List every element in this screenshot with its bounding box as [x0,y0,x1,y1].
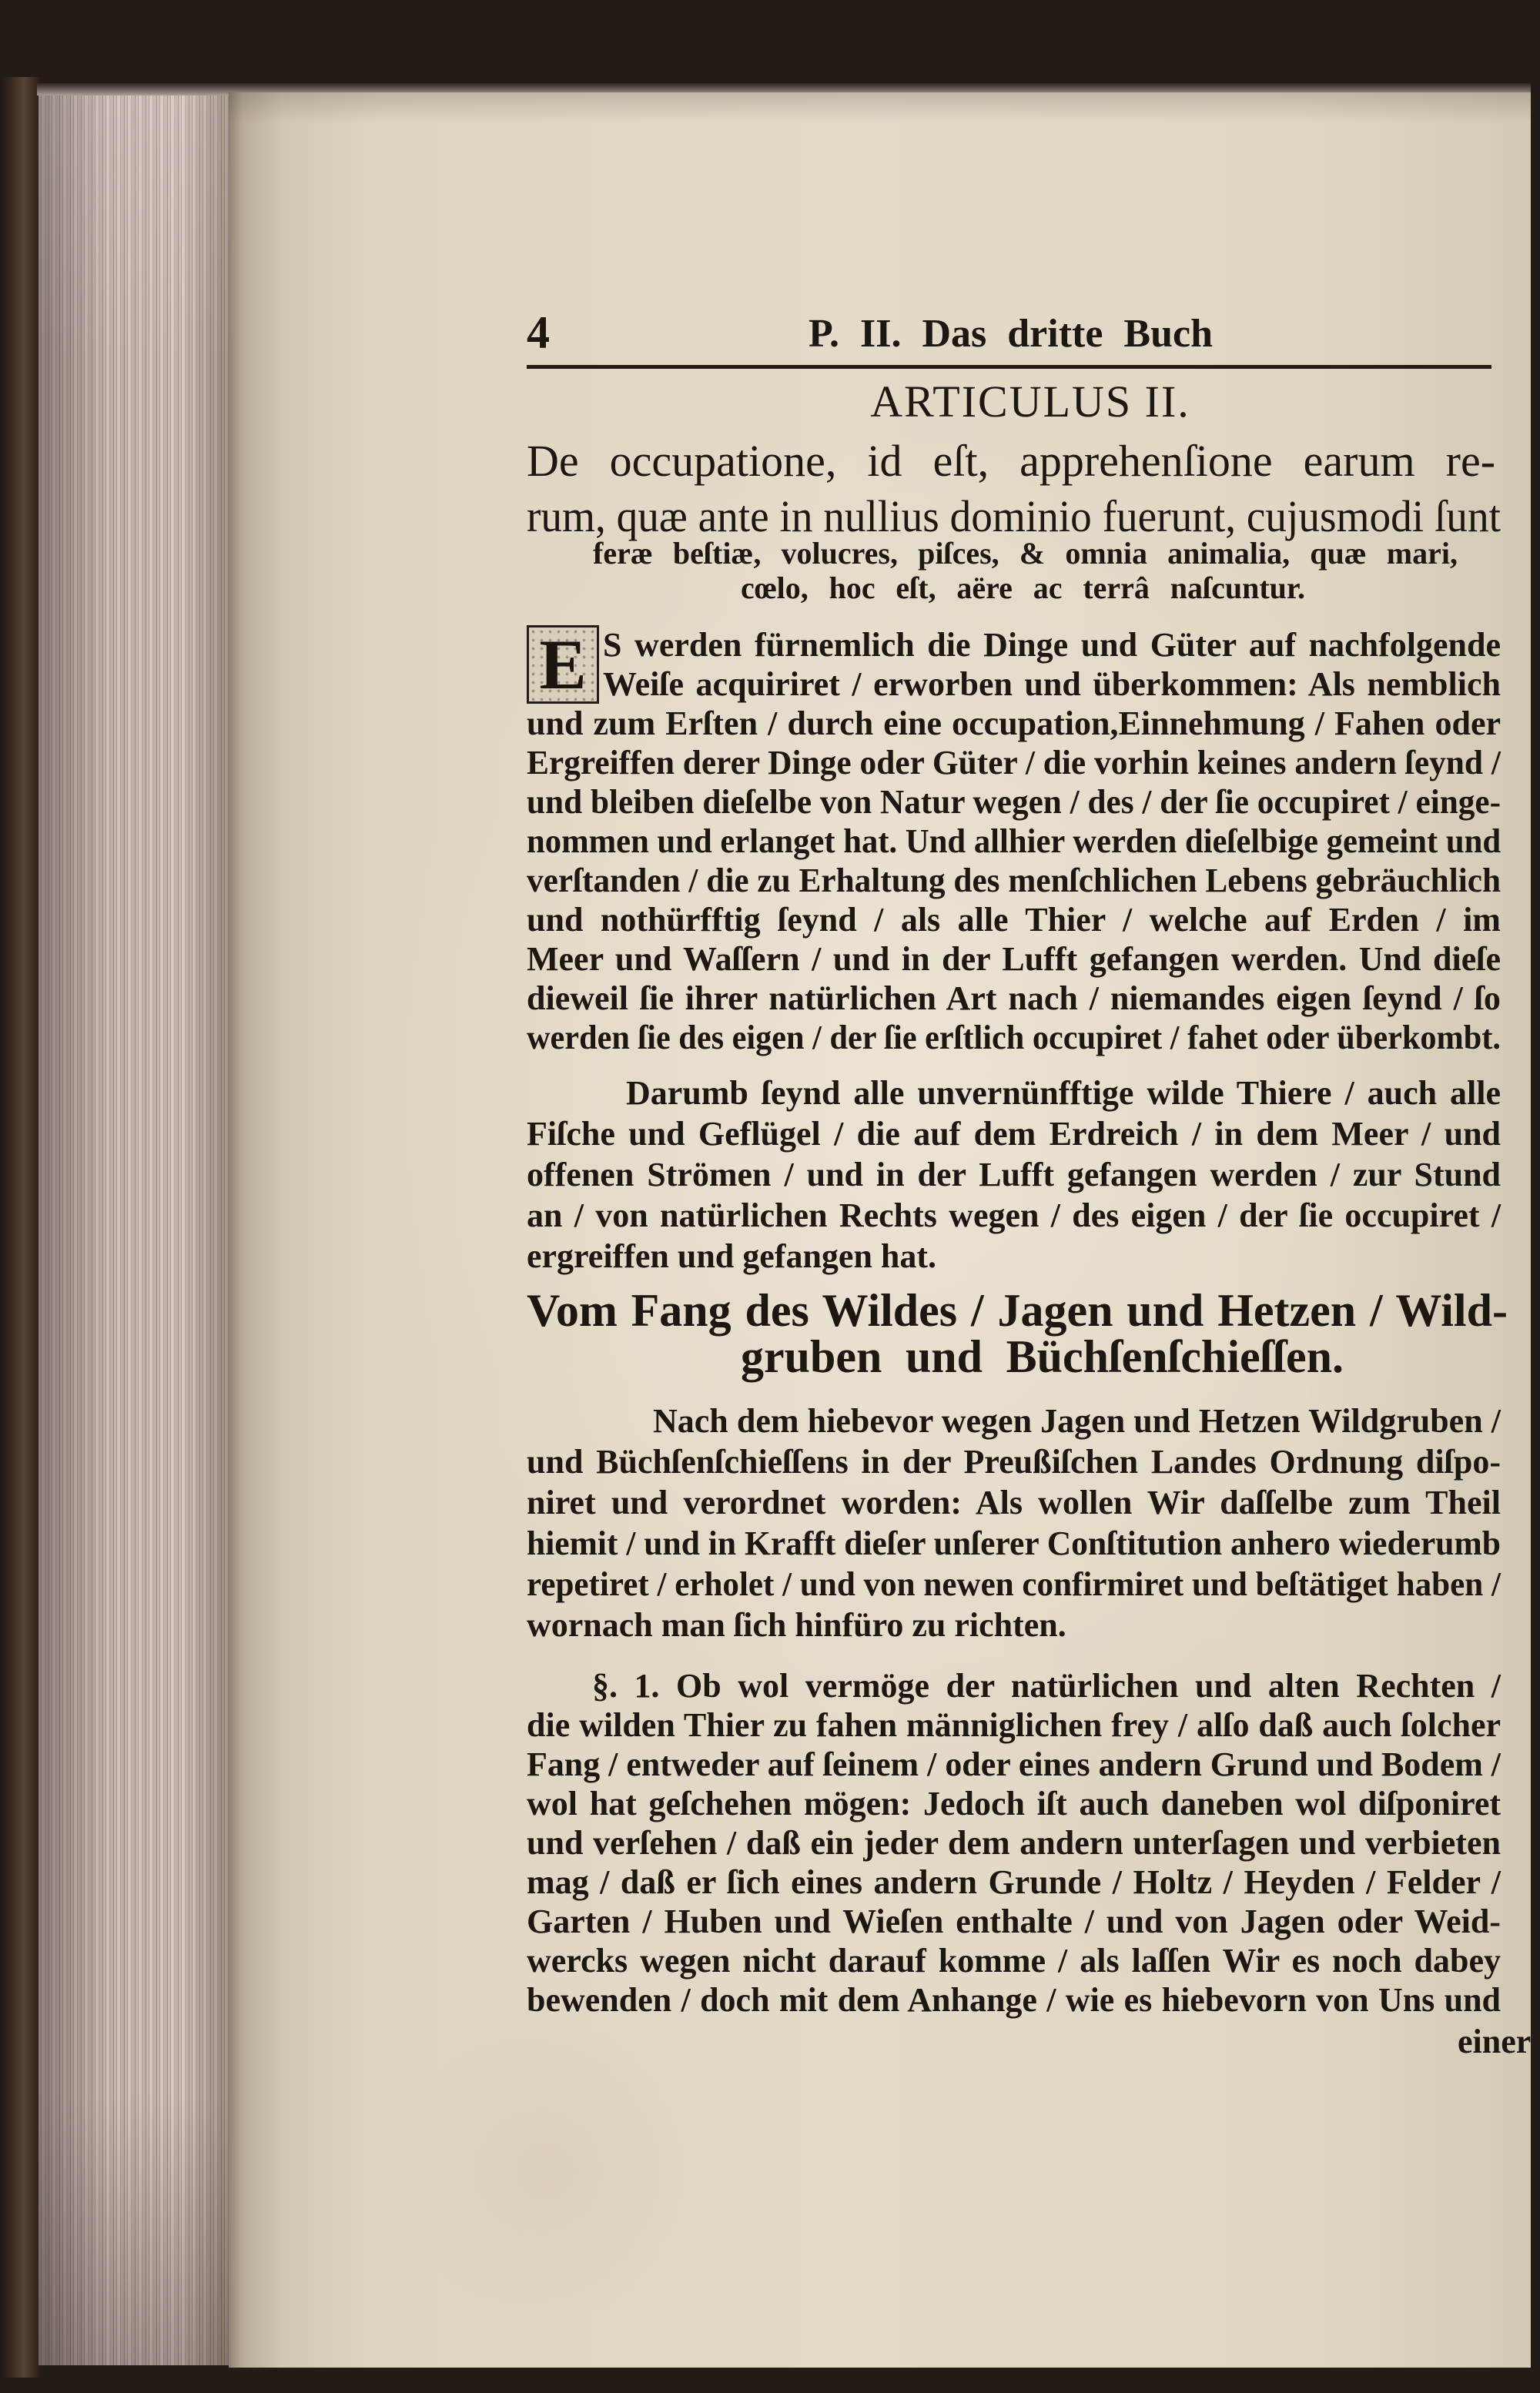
article-summary-line: rum, quæ ante in nullius dominio fuerunt, cujusmodi ſunt [527,491,1501,541]
text-line: und verſehen / daß ein jeder dem andern unterſagen und verbieten [527,1824,1501,1862]
text-line: bewenden / doch mit dem Anhange / wie es hiebevorn von Uns und [527,1981,1502,2019]
text-line: ergreiffen und gefangen hat. [527,1237,937,1275]
header-rule [527,365,1491,369]
text-line: wornach man ſich hinfüro zu richten. [527,1606,1066,1644]
paragraph-3 [527,1401,1501,1645]
text-line: Nach dem hiebevor wegen Jagen und Hetzen Wildgruben / [653,1402,1502,1440]
article-summary-line: cœlo, hoc eſt, aëre ac terrâ naſcuntur. [741,571,1305,605]
text-line: die wilden Thier zu fahen männiglichen frey / alſo daß auch ſolcher [527,1706,1502,1744]
text-line: hiemit / und in Krafft dieſer unſerer Conſtitution anhero wiederumb [527,1524,1501,1562]
text-line: wol hat geſchehen mögen: Jedoch iſt auch daneben wol diſponiret [527,1785,1501,1822]
catchword: einer [1458,2023,1532,2060]
text-line: und zum Erſten / durch eine occupation,Einnehmung / Fahen oder [527,705,1502,742]
heading-line: Vom Fang des Wildes / Jagen und Hetzen / Wild- [527,1285,1508,1336]
text-line: Garten / Huben und Wieſen enthalte / und von Jagen oder Weid- [527,1903,1501,1940]
book-page [229,92,1531,2368]
text-line: dieweil ſie ihrer natürlichen Art nach / niemandes eigen ſeynd / ſo [527,979,1501,1017]
heading-line: gruben und Büchſenſchieſſen. [741,1331,1344,1382]
text-line: und bleiben dieſelbe von Natur wegen / des / der ſie occupiret / einge- [527,783,1501,821]
running-head: P. II. Das dritte Buch [808,312,1214,356]
book-cover-edge [0,77,40,2378]
text-line: Fiſche und Geflügel / die auf dem Erdreich / in dem Meer / und [527,1115,1502,1153]
text-line: repetiret / erholet / und von newen confirmiret und beſtätiget haben / [527,1565,1501,1603]
text-line: verſtanden / die zu Erhaltung des menſchlichen Lebens gebräuchlich [527,862,1502,899]
text-line: werden ſie des eigen / der ſie erſtlich occupiret / fahet oder überkombt. [527,1019,1501,1056]
page-stack-edges [38,94,231,2365]
text-line: Ergreiffen derer Dinge oder Güter / die vorhin keines andern ſeynd / [527,744,1501,781]
article-summary-line: feræ beſtiæ, volucres, piſces, & omnia animalia, quæ mari, [593,536,1458,571]
paragraph-1 [527,625,1501,1057]
text-line: und Büchſenſchieſſens in der Preußiſchen Landes Ordnung diſpo- [527,1443,1501,1481]
text-line: und nothürfftig ſeynd / als alle Thier / welche auf Erden / im [527,901,1501,939]
text-line: mag / daß er ſich eines andern Grunde / Holtz / Heyden / Felder / [527,1863,1501,1901]
text-line: wercks wegen nicht darauf komme / als laſſen Wir es noch dabey [527,1942,1502,1980]
text-line: Weiſe acquiriret / erworben und überkommen: Als nemblich [603,665,1501,703]
paragraph-2 [527,1073,1501,1277]
section-heading [527,1287,1508,1380]
text-line: S werden fürnemlich die Dinge und Güter auf nachfolgende [603,626,1501,664]
text-line: §. 1. Ob wol vermöge der natürlichen und alten Rechten / [592,1667,1502,1705]
text-line: an / von natürlichen Rechts wegen / des eigen / der ſie occupiret / [527,1196,1502,1234]
article-summary-line: De occupatione, id eſt, apprehenſione earum re- [527,436,1496,486]
text-line: niret und verordnet worden: Als wollen Wir daſſelbe zum Theil [527,1484,1501,1521]
text-line: offenen Strömen / und in der Lufft gefangen werden / zur Stund [527,1156,1502,1193]
text-line: Meer und Waſſern / und in der Lufft gefangen werden. Und dieſe [527,940,1502,978]
text-line: nommen und erlanget hat. Und allhier werden dieſelbige gemeint und [527,822,1502,860]
text-line: Fang / entweder auf ſeinem / oder eines andern Grund und Bodem / [527,1745,1501,1783]
article-title: ARTICULUS II. [870,377,1190,427]
drop-cap: E [527,625,599,704]
paragraph-section-1 [527,1666,1501,2020]
page-number: 4 [527,307,550,358]
text-line: Darumb ſeynd alle unvernünfftige wilde Thiere / auch alle [626,1074,1501,1112]
